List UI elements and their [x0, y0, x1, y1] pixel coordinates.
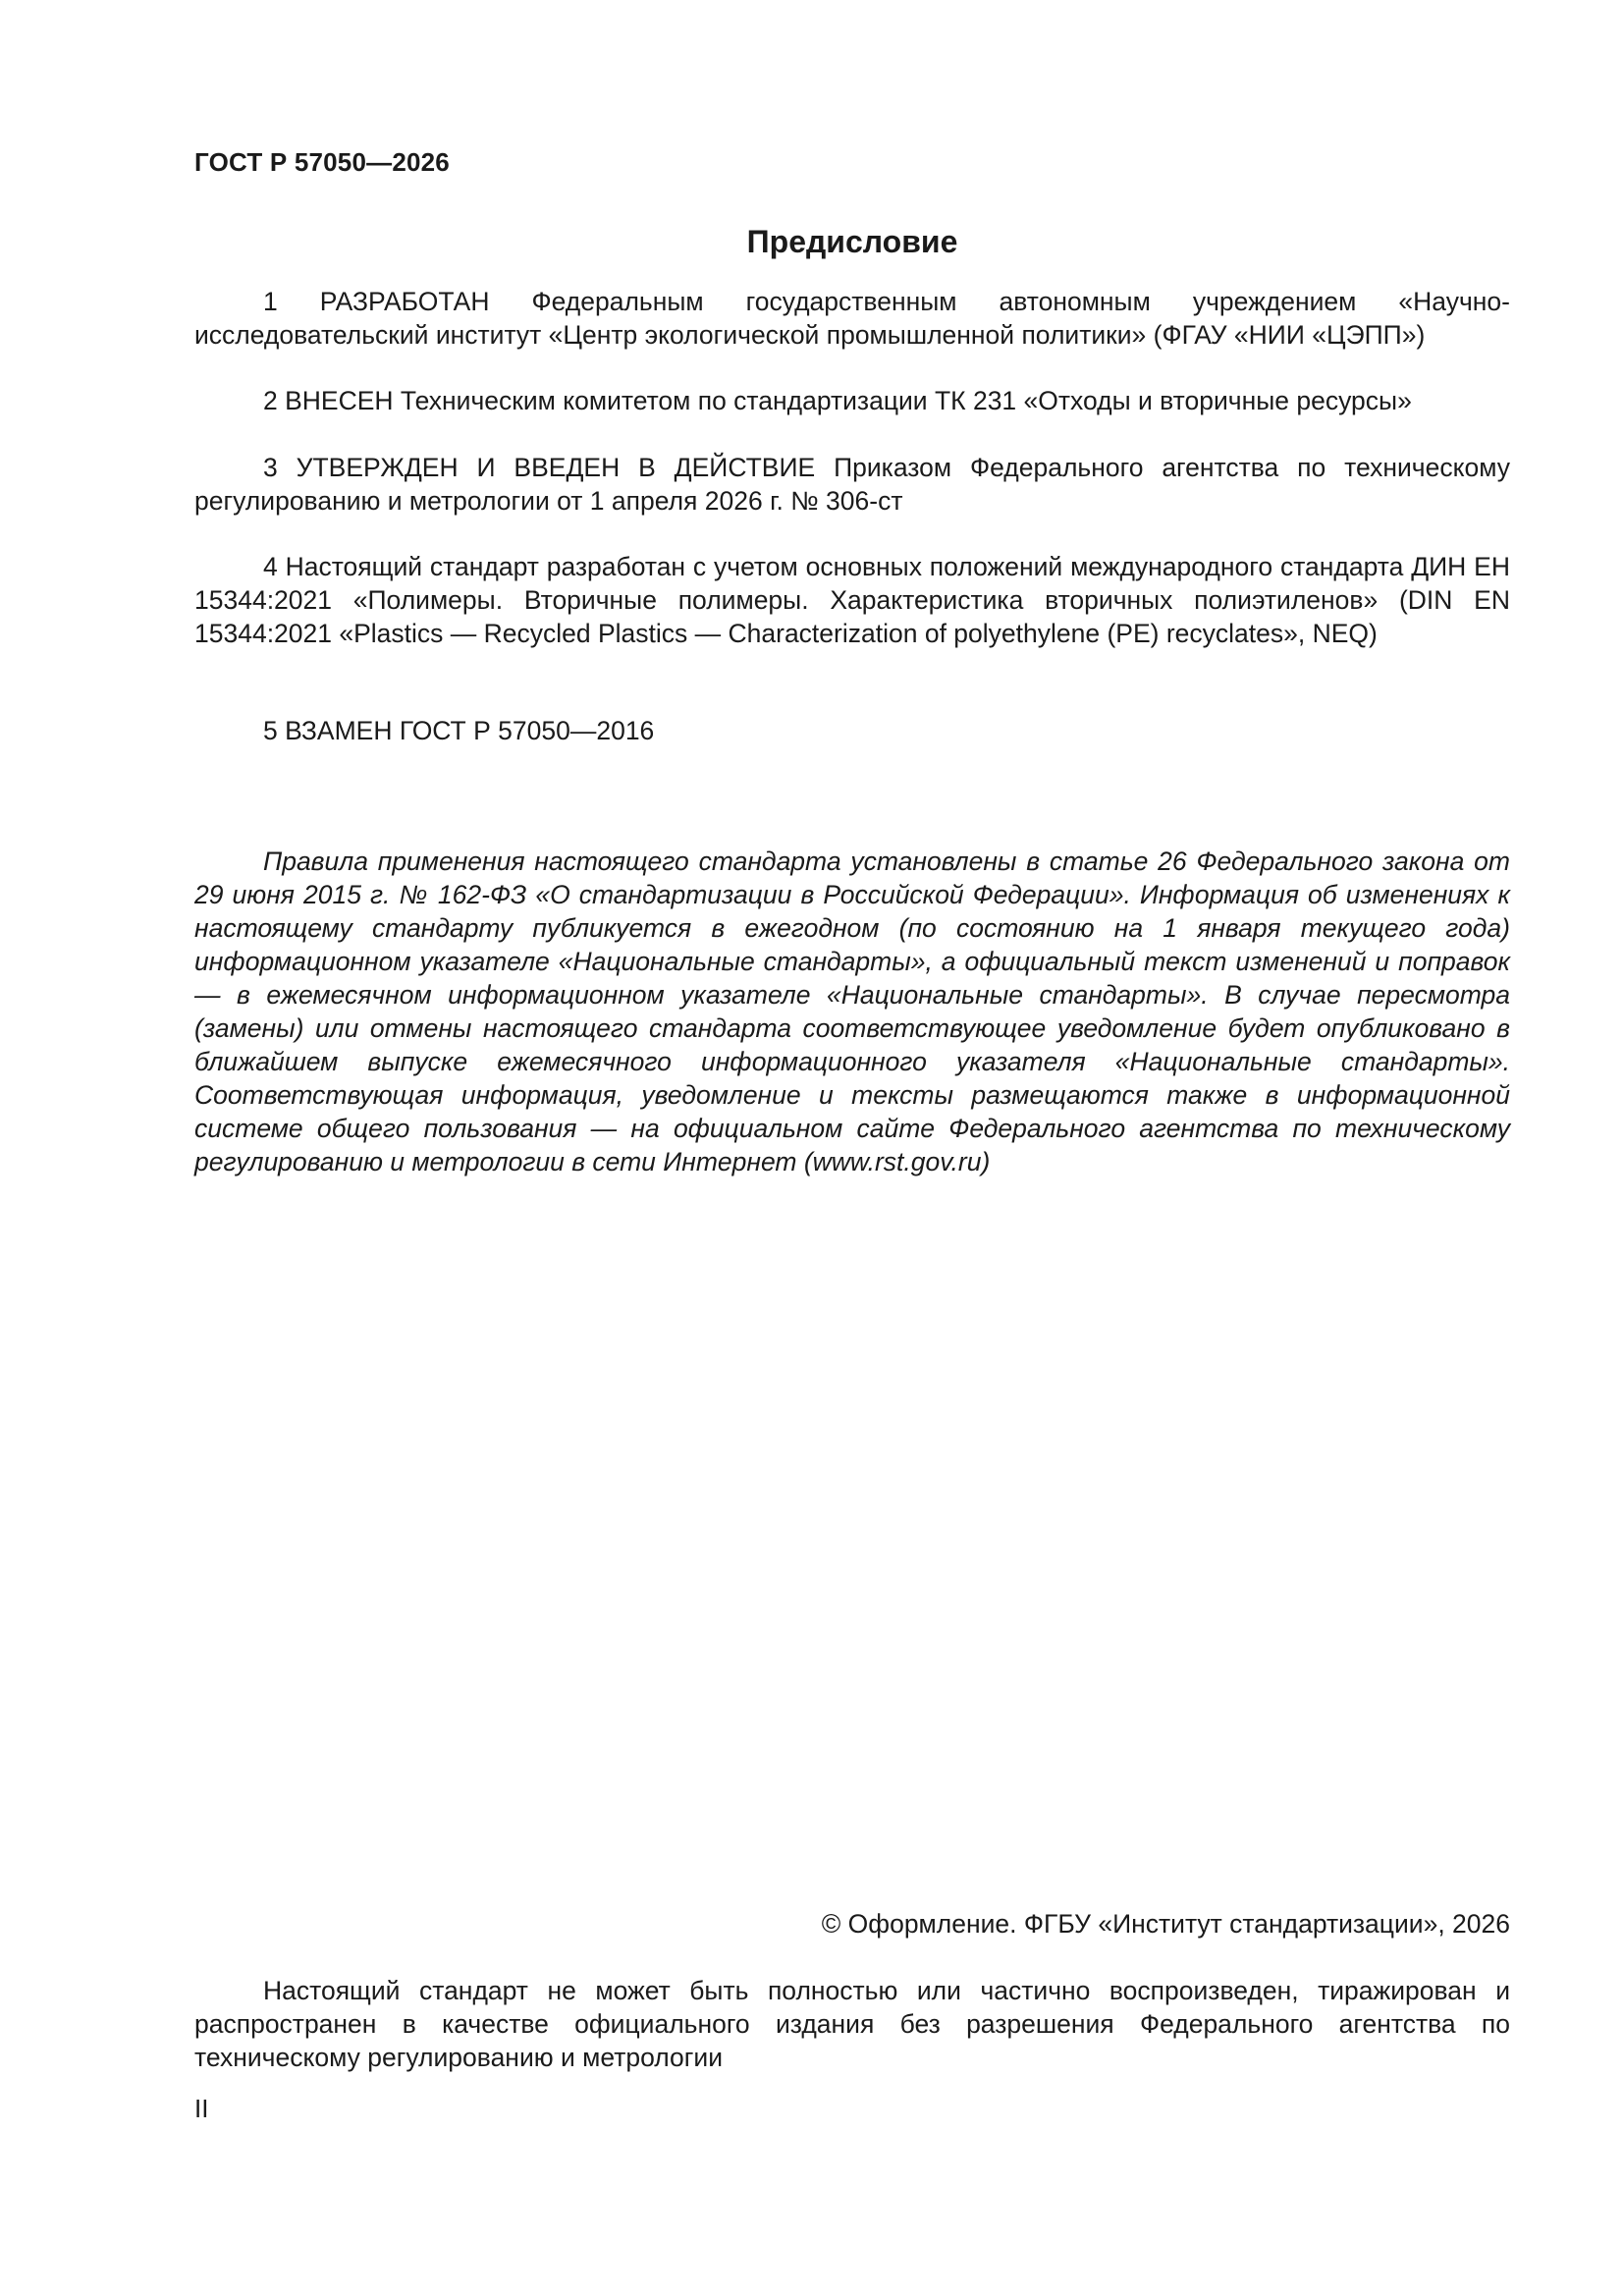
copyright-line: © Оформление. ФГБУ «Институт стандартизации», 2026 [821, 1909, 1510, 1939]
reprint-text: Настоящий стандарт не может быть полностью или частично воспроизведен, тиражирован и распространен в качестве официального издания без разрешения Федерального агентства по техническому регулированию и метрологии [194, 1976, 1510, 2072]
foreword-item-replaces [194, 714, 1510, 747]
foreword-item-text: 2 ВНЕСЕН Техническим комитетом по стандартизации ТК 231 «Отходы и вторичные ресурсы» [263, 386, 1412, 415]
notice-text: Правила применения настоящего стандарта установлены в статье 26 Федерального закона от 29 июня 2015 г. № 162-ФЗ «О стандартизации в Российской Федерации». Информация об изменениях к настоящему стандарту публикуется в ежегодном (по состоянию на 1 января текущего года) информационном указателе «Национальные стандарты», а официальный текст изменений и поправок — в ежемесячном информационном указателе «Национальные стандарты». В случае пересмотра (замены) или отмены настоящего стандарта соответствующее уведомление будет опубликовано в ближайшем выпуске ежемесячного информационного указателя «Национальные стандарты». Соответствующая информация, уведомление и тексты размещаются также в информационной системе общего пользования — на официальном сайте Федерального агентства по техническому регулированию и метрологии в сети Интернет (www.rst.gov.ru) [194, 847, 1510, 1176]
foreword-item-basis [194, 550, 1510, 650]
reprint-restriction [194, 1974, 1510, 2074]
foreword-item-approved [194, 451, 1510, 518]
foreword-item-text: 5 ВЗАМЕН ГОСТ Р 57050—2016 [263, 716, 655, 745]
foreword-item-text: 1 РАЗРАБОТАН Федеральным государственным автономным учреждением «Научно-исследовательский институт «Центр экологической промышленной политики» (ФГАУ «НИИ «ЦЭПП») [194, 287, 1510, 350]
document-code: ГОСТ Р 57050—2026 [194, 147, 450, 177]
foreword-item-text: 4 Настоящий стандарт разработан с учетом основных положений международного стандарта ДИН ЕН 15344:2021 «Полимеры. Вторичные полимеры. Характеристика вторичных полиэтиленов» (DIN EN 15344:2021 «Plastics — Recycled Plastics — Characterization of polyethylene (PE) recyclates», NEQ) [194, 552, 1510, 648]
foreword-item-introduced [194, 384, 1510, 417]
page-number: II [194, 2094, 209, 2123]
foreword-item-developed [194, 285, 1510, 352]
application-rules-notice [194, 845, 1510, 1178]
foreword-title: Предисловие [746, 224, 958, 259]
foreword-item-text: 3 УТВЕРЖДЕН И ВВЕДЕН В ДЕЙСТВИЕ Приказом Федерального агентства по техническому регулированию и метрологии от 1 апреля 2026 г. № 306-ст [194, 453, 1510, 516]
